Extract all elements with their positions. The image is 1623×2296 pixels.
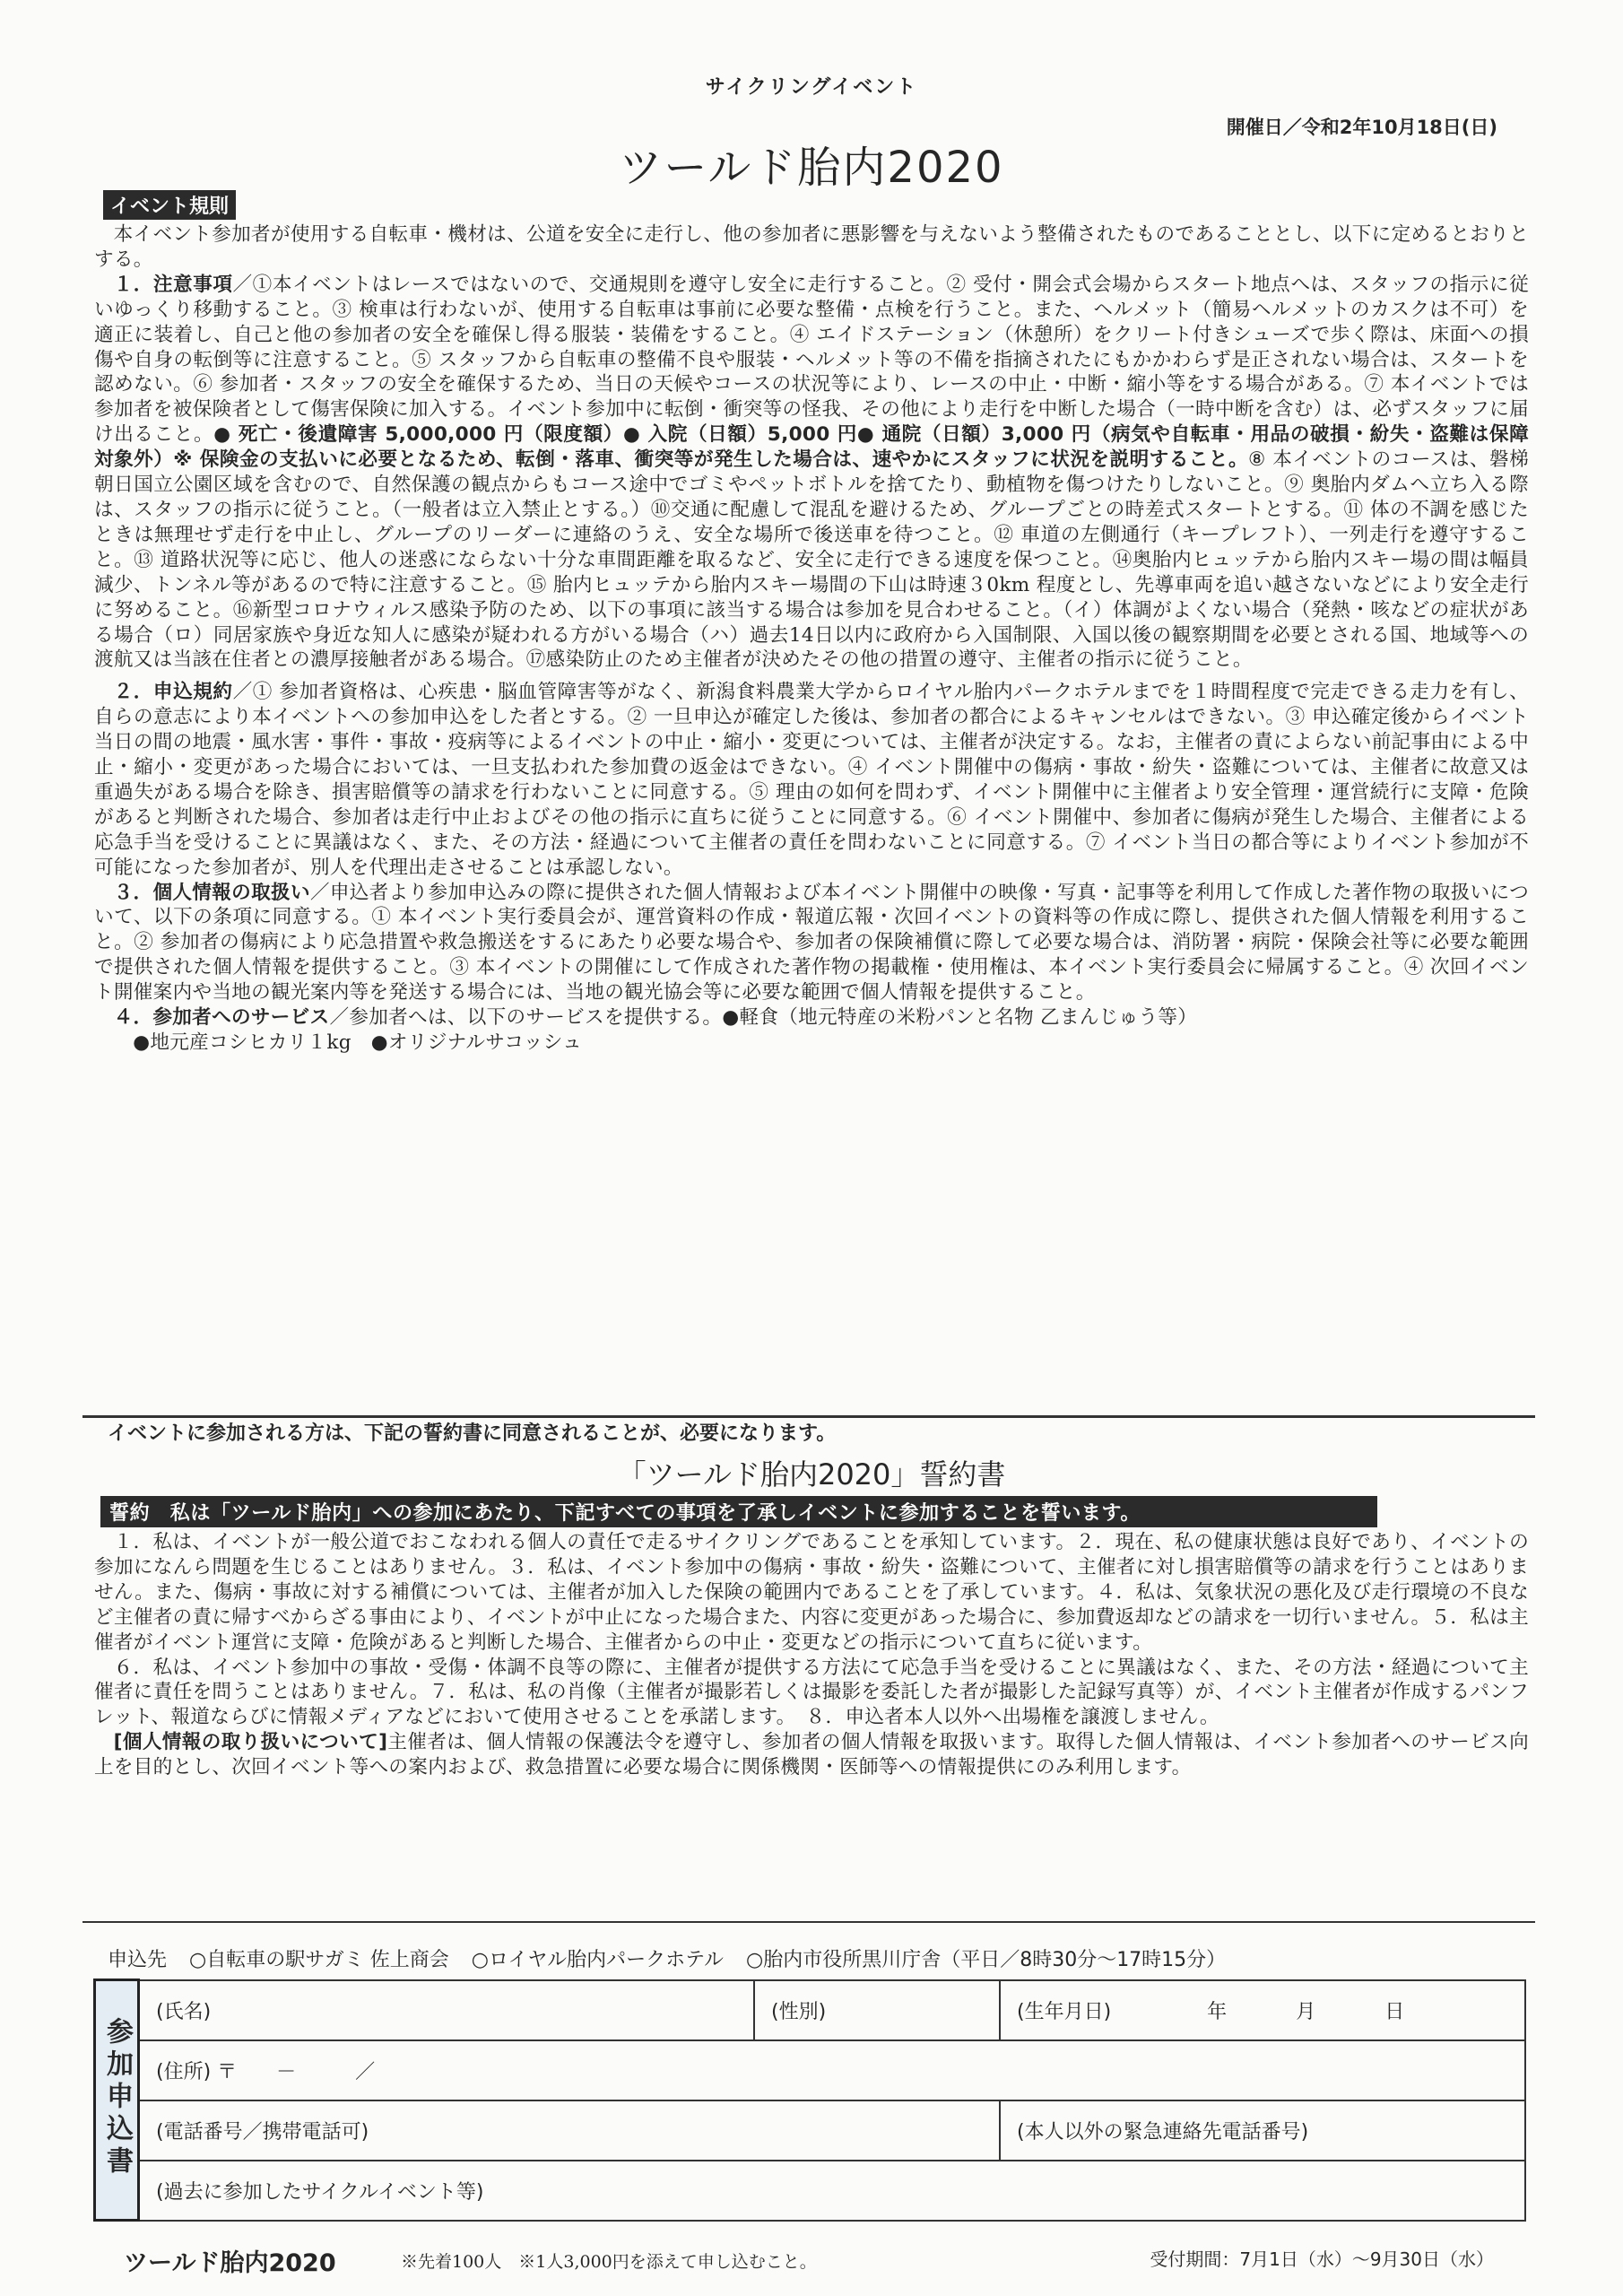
application-place: ○胎内市役所黒川庁舎（平日／8時30分～17時15分）: [746, 1949, 1227, 1971]
section-2-heading: ２．申込規約: [113, 681, 233, 704]
form-side-label: 参加申込書: [95, 1980, 139, 2221]
privacy-text: 主催者は、個人情報の保護法令を遵守し、参加者の個人情報を取扱います。取得した個人情報は、イベント参加者へのサービス向上を目的とし、次回イベント等への案内および、救急措置に必要な場合に関係機関・医師等への情報提供にのみ利用します。: [94, 1731, 1529, 1779]
past-events-field[interactable]: [139, 2161, 1526, 2221]
event-date: 開催日／令和2年10月18日(日): [1226, 117, 1497, 138]
application-places: [108, 1944, 1242, 1972]
gender-field[interactable]: [754, 1980, 1000, 2040]
past-events-label: (過去に参加したサイクルイベント等): [156, 2180, 484, 2204]
rules-section-2: [94, 680, 1529, 880]
section-3-heading: ３．個人情報の取扱い: [113, 881, 310, 904]
section-4-text-continued: ●地元産コシヒカリ１kg ●オリジナルサコッシュ: [133, 1031, 583, 1054]
rules-label: イベント規則: [103, 190, 236, 220]
rules-section-1: [94, 273, 1529, 674]
footer-note: ※先着100人 ※1人3,000円を添えて申し込むこと。: [401, 2252, 817, 2272]
name-field[interactable]: [139, 1980, 755, 2040]
acceptance-period: 受付期間：7月1日（水）～9月30日（水）: [1150, 2248, 1494, 2270]
birthdate-label: (生年月日): [1017, 2000, 1112, 2023]
application-place: ○自転車の駅サガミ 佐上商会: [189, 1949, 449, 1971]
privacy-policy: [94, 1730, 1529, 1780]
oath-banner: 誓約 私は「ツールド胎内」への参加にあたり、下記すべての事項を了承しイベントに参加することを誓います。: [100, 1496, 1377, 1527]
pledge-body: [94, 1530, 1529, 1780]
insurance-terms: ● 死亡・後遺障害 5,000,000 円（限度額）● 入院（日額）5,000 円● 通院（日額）3,000 円（病気や自転車・用品の破損・紛失・盗難は保障対象外）※ 保険金の支払いに必要となるため、転倒・落車、衝突等が発生した場合は、速やかにスタッフに状況を説明すること。: [94, 423, 1529, 472]
rules-intro: 本イベント参加者が使用する自転車・機材は、公道を安全に走行し、他の参加者に悪影響を与えないよう整備されたものであることとし、以下に定めるとおりとする。: [94, 223, 1529, 271]
section-2-text: ／① 参加者資格は、心疾患・脳血管障害等がなく、新潟食料農業大学からロイヤル胎内パークホテルまでを１時間程度で完走できる走力を有し、自らの意志により本イベントへの参加申込をした者とする。② 一旦申込が確定した後は、参加者の都合によるキャンセルはできない。③ 申込確定後からイベント当日の間の地震・風水害・事件・事故・疫病等によるイベントの中止・縮小・変更については、主催者が決定する。なお，主催者の責によらない前記事由による中止・縮小・変更があった場合においては、一旦支払われた参加費の返金はできない。④ イベント開催中の傷病・事故・紛失・盗難については、主催者に故意又は重過失がある場合を除き、損害賠償等の請求を行わないことに同意する。⑤ 理由の如何を問わず、イベント開催中に主催者より安全管理・運営続行に支障・危険があると判断された場合、参加者は走行中止およびその他の指示に直ちに従うことに同意する。⑥ イベント開催中、参加者に傷病が発生した場合、主催者による応急手当を受けることに異議はなく、また、その方法・経過について主催者の責任を問わないことに同意する。⑦ イベント当日の都合等によりイベント参加が不可能になった参加者が、別人を代理出走させることは承認しない。: [94, 681, 1529, 879]
section-3-text: ／申込者より参加申込みの際に提供された個人情報および本イベント開催中の映像・写真・記事等を利用して作成した著作物の取扱いについて、以下の条項に同意する。① 本イベント実行委員会が、運営資料の作成・報道広報・次回イベントの資料等の作成に際し、提供された個人情報を利用すること。② 参加者の傷病により応急措置や救急搬送をするにあたり必要な場合や、参加者の保険補償に際して必要な場合は、消防署・病院・保険会社等に必要な範囲で提供された個人情報を提供すること。③ 本イベントの開催にして作成された著作物の掲載権・使用権は、本イベント実行委員会に帰属すること。④ 次回イベント開催案内や当地の観光案内等を発送する場合には、当地の観光協会等に必要な範囲で個人情報を提供すること。: [94, 881, 1529, 1004]
month-label: 月: [1296, 2000, 1316, 2023]
pledge-title: 「ツールド胎内2020」誓約書: [617, 1457, 1006, 1492]
gender-label: (性別): [771, 2000, 827, 2023]
pledge-divider: [82, 1921, 1535, 1923]
application-place: ○ロイヤル胎内パークホテル: [471, 1949, 724, 1971]
rules-body: [94, 222, 1529, 1056]
page-title: ツールド胎内2020: [619, 143, 1004, 193]
phone-field[interactable]: [139, 2100, 1001, 2161]
pledge-note: イベントに参加される方は、下記の誓約書に同意されることが、必要になります。: [108, 1422, 837, 1445]
pledge-items-6-8: ６．私は、イベント参加中の事故・受傷・体調不良等の際に、主催者が提供する方法にて応急手当を受けることに異議はなく、また、その方法・経過について主催者に責任を問うことはありません。７．私は、私の肖像（主催者が撮影若しくは撮影を委託した者が撮影した記録写真等）が、イベント主催者が作成するパンフレット、報道ならびに情報メディアなどにおいて使用させることを承諾します。 ８．申込者本人以外へ出場権を譲渡しません。: [94, 1656, 1529, 1729]
address-label: (住所) 〒 － ／: [156, 2060, 376, 2083]
emergency-phone-label: (本人以外の緊急連絡先電話番号): [1017, 2120, 1309, 2144]
phone-label: (電話番号／携帯電話可): [156, 2120, 369, 2144]
rules-section-4: [94, 1005, 1529, 1031]
section-4-heading: ４．参加者へのサービス: [113, 1006, 330, 1030]
section-1-text: ／①本イベントはレースではないので、交通規則を遵守し安全に走行すること。② 受付・開会式会場からスタート地点へは、スタッフの指示に従いゆっくり移動すること。③ 検車は行わないが、使用する自転車は事前に必要な整備・点検を行うこと。また、ヘルメット（簡易ヘルメットのカスクは不可）を適正に装着し、自己と他の参加者の安全を確保し得る服装・装備をすること。④ エイドステーション（休憩所）をクリート付きシューズで歩く際は、床面への損傷や自身の転倒等に注意すること。⑤ スタッフから自転車の整備不良や服装・ヘルメット等の不備を指摘されたにもかかわらず是正されない場合は、スタートを認めない。⑥ 参加者・スタッフの安全を確保するため、当日の天候やコースの状況等により、レースの中止・中断・縮小等をする場合がある。⑦ 本イベントでは参加者を被保険者として傷害保険に加入する。イベント参加中に転倒・衝突等の怪我、その他により走行を中断した場合（一時中断を含む）は、必ずスタッフに届け出ること。: [94, 273, 1530, 447]
name-label: (氏名): [156, 2000, 212, 2023]
year-label: 年: [1207, 2000, 1228, 2023]
birthdate-field[interactable]: [1000, 1980, 1525, 2040]
application-form: [93, 1979, 1526, 2222]
day-label: 日: [1384, 2000, 1405, 2023]
emergency-phone-field[interactable]: [1000, 2100, 1525, 2161]
application-places-label: 申込先: [108, 1949, 168, 1971]
section-1-heading: １．注意事項: [113, 273, 233, 296]
privacy-heading: [個人情報の取り扱いについて]: [113, 1731, 388, 1754]
rules-section-3: [94, 881, 1529, 1006]
section-4-text: ／参加者へは、以下のサービスを提供する。●軽食（地元特産の米粉パンと名物 乙まんじゅう等）: [329, 1006, 1198, 1030]
section-1-text-continued: ⑧ 本イベントのコースは、磐梯朝日国立公園区域を含むので、自然保護の観点からもコース途中でゴミやペットボトルを捨てたり、動植物を傷つけたりしないこと。⑨ 奥胎内ダムへ立ち入る際は、スタッフの指示に従うこと。（一般者は立入禁止とする。）⑩交通に配慮して混乱を避けるため、グループごとの時差式スタートとする。⑪ 体の不調を感じたときは無理せず走行を中止し、グループのリーダーに連絡のうえ、安全な場所で後送車を待つこと。⑫ 車道の左側通行（キープレフト）、一列走行を遵守すること。⑬ 道路状況等に応じ、他人の迷惑にならない十分な車間距離を取るなど、安全に走行できる速度を保つこと。⑭奥胎内ヒュッテから胎内スキー場の間は幅員減少、トンネル等があるので特に注意すること。⑮ 胎内ヒュッテから胎内スキー場間の下山は時速３0km 程度とし、先導車両を追い越さないなどにより安全走行に努めること。⑯新型コロナウィルス感染予防のため、以下の事項に該当する場合は参加を見合わせること。（イ）体調がよくない場合（発熱・咳などの症状がある場合（ロ）同居家族や身近な知人に感染が疑われる方がいる場合（ハ）過去14日以内に政府から入国制限、入国以後の観察期間を必要とされる国、地域等への渡航又は当該在住者との濃厚接触者がある場合。⑰感染防止のため主催者が決めたその他の措置の遵守、主催者の指示に従うこと。: [94, 448, 1529, 672]
event-type-heading: サイクリングイベント: [705, 76, 918, 99]
address-field[interactable]: [139, 2040, 1526, 2100]
footer-title: ツールド胎内2020: [124, 2249, 336, 2277]
pledge-items-1-5: １．私は、イベントが一般公道でおこなわれる個人の責任で走るサイクリングであることを承知しています。２．現在、私の健康状態は良好であり、イベントの参加になんら問題を生じることはありません。３．私は、イベント参加中の傷病・事故・紛失・盗難について、主催者に対し損害賠償等の請求を行うことはありません。また、傷病・事故に対する補償については、主催者が加入した保険の範囲内であることを了承しています。４．私は、気象状況の悪化及び走行環境の不良など主催者の責に帰すべからざる事由により、イベントが中止になった場合また、内容に変更があった場合に、参加費返却などの請求を一切行いません。５．私は主催者がイベント運営に支障・危険があると判断した場合、主催者からの中止・変更などの指示について直ちに従います。: [94, 1531, 1529, 1654]
